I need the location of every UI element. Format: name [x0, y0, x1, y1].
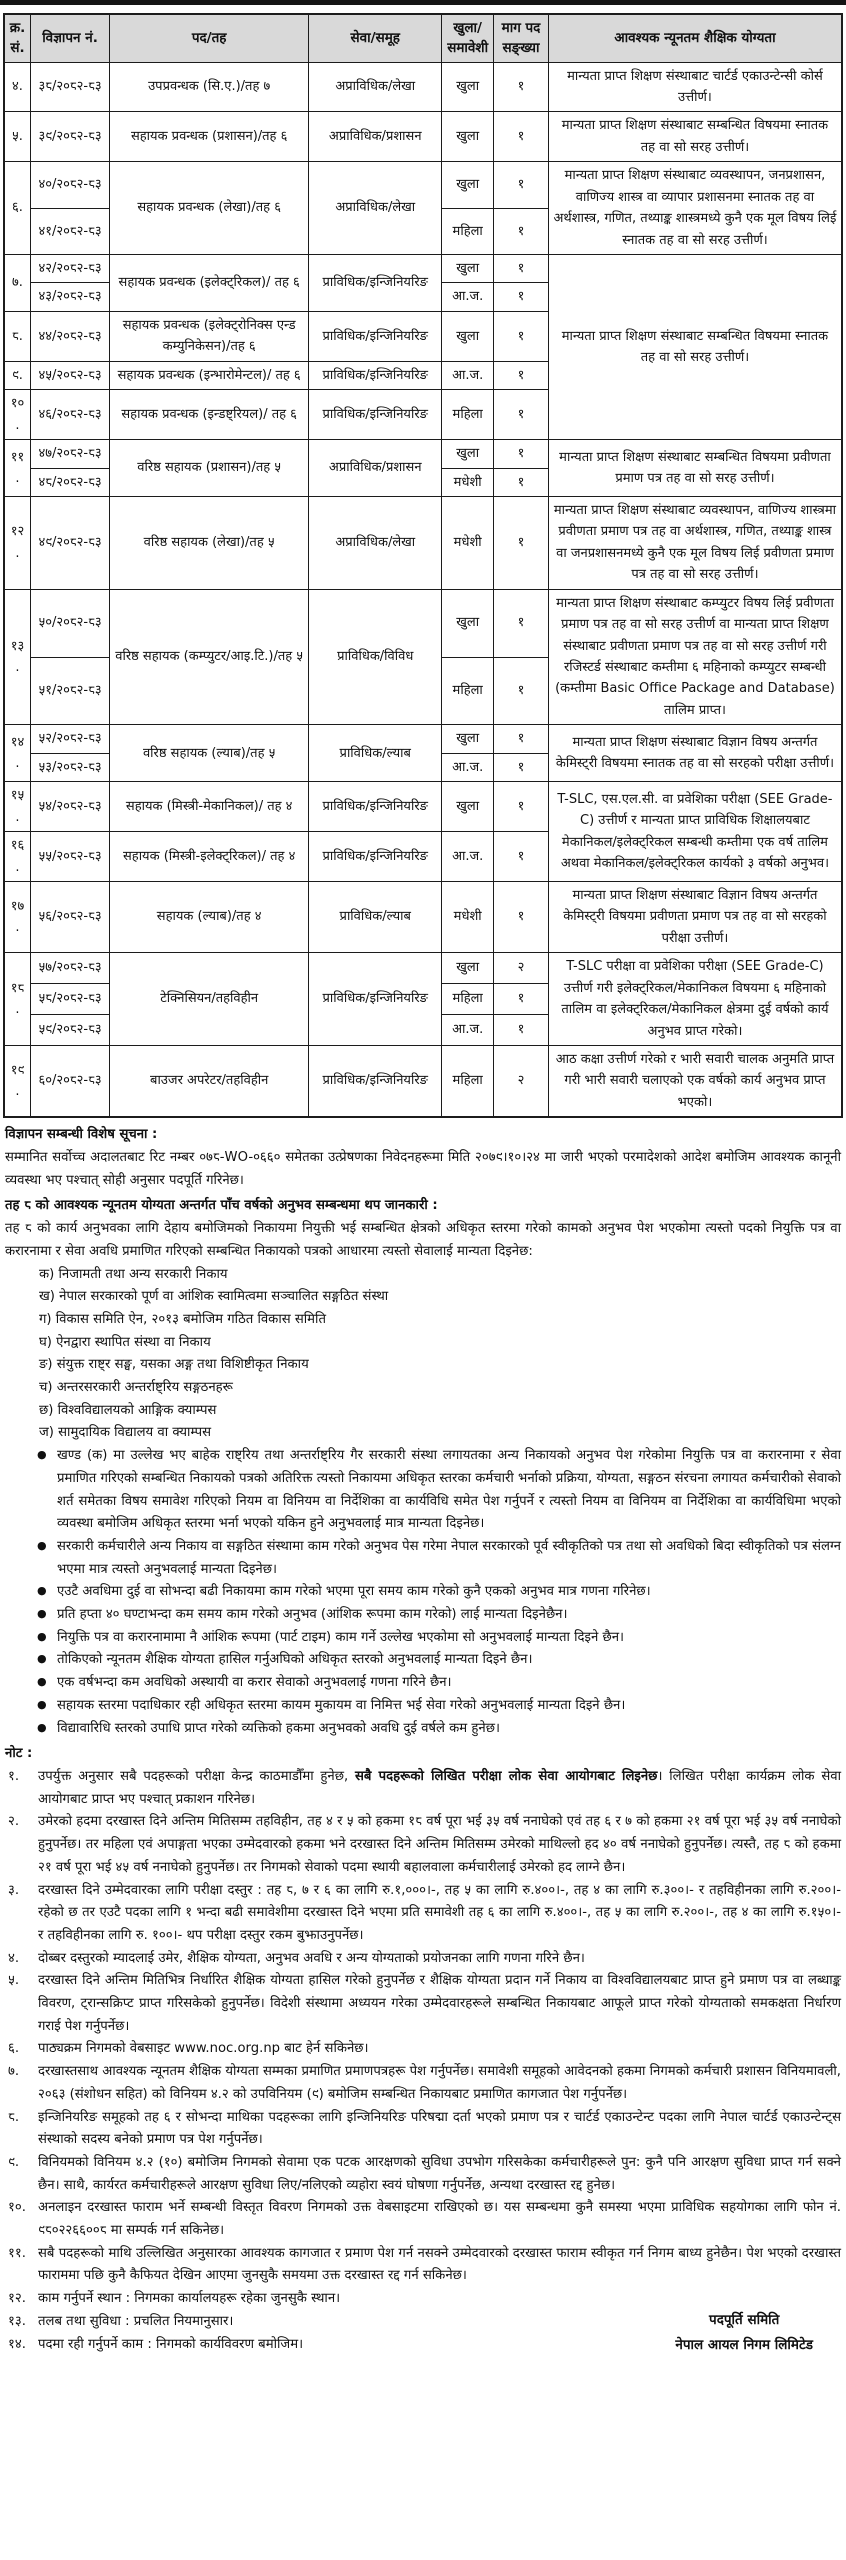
- cell-category: महिला: [442, 657, 494, 725]
- cell-post: सहायक प्रवन्धक (इन्डष्ट्रियल)/ तह ६: [110, 390, 309, 440]
- bullet-icon: ●: [37, 1448, 47, 1462]
- cell-qualification: मान्यता प्राप्त शिक्षण संस्थाबाट सम्बन्धित विषयमा प्रवीणता प्रमाण पत्र तह वा सो सरह उत्तीर्ण।: [548, 440, 842, 497]
- bullet-icon: ●: [37, 1697, 47, 1711]
- cell-serial: ८.: [4, 311, 30, 361]
- cell-serial: ५.: [4, 112, 30, 162]
- cell-advert-no: ५६/२०८२-८३: [30, 881, 109, 952]
- experience-info-section: [5, 1195, 841, 1740]
- cell-count: १: [494, 782, 549, 832]
- cell-count: १: [494, 162, 549, 208]
- cell-category: आ.ज.: [442, 832, 494, 882]
- note-number: ११.: [8, 2245, 26, 2261]
- signature-committee: पदपूर्ति समिति: [709, 2312, 780, 2329]
- note-number: १२.: [8, 2291, 26, 2307]
- note-number: १३.: [8, 2313, 26, 2329]
- note-text: काम गर्नुपर्ने स्थान : निगमका कार्यालयहरू रहेका जुनसुकै स्थान।: [38, 2291, 341, 2307]
- table-row: [4, 881, 842, 952]
- cell-category: खुला: [442, 255, 494, 283]
- note-text: पाठ्यक्रम निगमको वेबसाइट www.noc.org.np बाट हेर्न सकिनेछ।: [38, 2041, 369, 2057]
- table-row: [4, 255, 842, 283]
- cell-post: वरिष्ठ सहायक (लेखा)/तह ५: [110, 496, 309, 589]
- cell-category: महिला: [442, 208, 494, 254]
- cell-category: महिला: [442, 1046, 494, 1118]
- cell-advert-no: ४८/२०८२-८३: [30, 468, 109, 496]
- table-row: [4, 1046, 842, 1118]
- cell-qualification: मान्यता प्राप्त शिक्षण संस्थाबाट कम्प्युटर विषय लिई प्रवीणता प्रमाण पत्र तह वा सो सरह उत्तीर्ण वा मान्यता प्राप्त शिक्षण संस्थाबाट प्रवीणता प्रमाण पत्र तह वा सो सरह उत्तीर्ण गरी रजिस्टर्ड संस्थाबाट कम्तीमा ६ महिनाको कम्प्युटर सम्बन्धी (कम्तीमा Basic Office Package and Database) तालिम प्राप्त।: [548, 589, 842, 725]
- cell-service: प्राविधिक/इन्जिनियरिङ: [309, 361, 442, 389]
- cell-qualification: मान्यता प्राप्त शिक्षण संस्थाबाट व्यवस्थापन, वाणिज्य शास्त्रमा प्रवीणता प्रमाण पत्र तह वा अर्थशास्त्र, गणित, तथ्याङ्क शास्त्र वा जनप्रशासनमध्ये कुनै एक मूल विषय लिई प्रवीणता प्रमाण पत्र तह वा सो सरह उत्तीर्ण।: [548, 496, 842, 589]
- table-row: [4, 953, 842, 984]
- cell-advert-no: ५३/२०८२-८३: [30, 753, 109, 781]
- note-text: दरखास्त दिने उम्मेदवारका लागि परीक्षा दस्तुर : तह ८, ७ र ६ का लागि रु.१,०००।-, तह ५ का लागि रु.४००।-, तह ४ का लागि रु.३००।- र तहविहीनका लागि रु.२००।- रहेको छ तर एउटै पदका लागि १ भन्दा बढी समावेशीमा दरखास्त दिने भएमा प्रति समावेशी तह ६ का लागि रु.४००।-, तह ५ का लागि रु.२००।-, तह ४ का लागि रु.१५०।- र तहविहीनका लागि रु. १००।- थप परीक्षा दस्तुर रकम बुझाउनुपर्नेछ।: [38, 1882, 841, 1943]
- note-text: दरखास्त दिने अन्तिम मितिभित्र निर्धारित शैक्षिक योग्यता हासिल गरेको हुनुपर्नेछ र शैक्षिक योग्यता प्रदान गर्ने निकाय वा विश्वविद्यालयबाट प्राप्त हुने प्रमाण पत्र वा लब्धाङ्क विवरण, ट्रान्सक्रिप्ट प्राप्त गरिसकेको हुनुपर्नेछ। विदेशी संस्थामा अध्ययन गरेका उम्मेदवारहरूले सम्बन्धित निकायबाट आफूले प्राप्त गरेको योग्यताको समकक्षता निर्धारण गराई पेश गर्नुपर्नेछ।: [38, 1973, 841, 2034]
- special-notice-section: [5, 1124, 841, 1192]
- cell-count: १: [494, 496, 549, 589]
- note-item: [5, 1948, 841, 1971]
- bullet-item: ● एउटै अवधिमा दुई वा सोभन्दा बढी निकायमा काम गरेको भएमा पूरा समय काम गरेको कुनै एकको अनुभव मात्र गणना गरिनेछ।: [5, 1581, 841, 1604]
- cell-post: टेक्निसियन/तहविहीन: [110, 953, 309, 1046]
- agency-item: घ) ऐनद्वारा स्थापित संस्था वा निकाय: [39, 1334, 211, 1350]
- cell-advert-no: ४९/२०८२-८३: [30, 496, 109, 589]
- experience-info-heading: तह ८ को आवश्यक न्यूनतम योग्यता अन्तर्गत पाँच वर्षको अनुभव सम्बन्धमा थप जानकारी :: [5, 1198, 438, 1214]
- cell-advert-no: ४०/२०८२-८३: [30, 162, 109, 208]
- note-number: ६.: [8, 2041, 20, 2057]
- cell-service: प्राविधिक/विविध: [309, 589, 442, 725]
- cell-advert-no: ४६/२०८२-८३: [30, 390, 109, 440]
- table-row: [4, 62, 842, 112]
- cell-count: १: [494, 468, 549, 496]
- cell-post: सहायक (मिस्त्री-इलेक्ट्रिकल)/ तह ४: [110, 832, 309, 882]
- cell-count: १: [494, 283, 549, 311]
- note-text: इन्जिनियरिङ समूहको तह ६ र सोभन्दा माथिका पदहरूका लागि इन्जिनियरिङ परिषद्मा दर्ता भएको प्रमाण पत्र र चार्टर्ड एकाउन्टेन्ट पदका लागि नेपाल चार्टर्ड एकाउन्टेन्ट्स संस्थाको सदस्य बनेको प्रमाण पत्र पेश गर्नुपर्नेछ।: [38, 2109, 841, 2148]
- note-number: १४.: [8, 2336, 26, 2352]
- cell-advert-no: ४७/२०८२-८३: [30, 440, 109, 468]
- cell-serial: १२.: [4, 496, 30, 589]
- cell-advert-no: ५७/२०८२-८३: [30, 953, 109, 984]
- cell-category: खुला: [442, 62, 494, 112]
- cell-count: १: [494, 440, 549, 468]
- cell-service: प्राविधिक/इन्जिनियरिङ: [309, 953, 442, 1046]
- table-row: [4, 162, 842, 208]
- cell-serial: १३.: [4, 589, 30, 725]
- cell-serial: ६.: [4, 162, 30, 255]
- cell-count: १: [494, 1015, 549, 1046]
- note-item: [5, 2038, 841, 2061]
- bullet-item: ● एक वर्षभन्दा कम अवधिको अस्थायी वा करार सेवाको अनुभवलाई गणना गरिने छैन।: [5, 1672, 841, 1695]
- note-text: सबै पदहरूको माथि उल्लिखित अनुसारका आवश्यक कागजात र प्रमाण पेश गर्न नसक्ने उम्मेदवारको दरखास्त फाराम स्वीकृत गर्न निगम बाध्य हुनेछैन। पेश भएको दरखास्त फाराममा पछि कुनै कैफियत देखिन आएमा जुनसुकै समयमा उक्त दरखास्त रद्द गर्न सकिनेछ।: [38, 2245, 841, 2284]
- cell-count: १: [494, 657, 549, 725]
- bullet-icon: ●: [37, 1584, 47, 1598]
- note-item: [5, 2107, 841, 2152]
- cell-advert-no: ५१/२०८२-८३: [30, 657, 109, 725]
- cell-service: अप्राविधिक/लेखा: [309, 62, 442, 112]
- cell-category: आ.ज.: [442, 361, 494, 389]
- cell-post: उपप्रवन्धक (सि.ए.)/तह ७: [110, 62, 309, 112]
- cell-service: प्राविधिक/इन्जिनियरिङ: [309, 1046, 442, 1118]
- note-text: दोब्बर दस्तुरको म्यादलाई उमेर, शैक्षिक योग्यता, अनुभव अवधि र अन्य योग्यताको प्रयोजनका लागि गणना गरिने छैन।: [38, 1950, 585, 1966]
- cell-post: सहायक (मिस्त्री-मेकानिकल)/ तह ४: [110, 782, 309, 832]
- note-text: विनियमको विनियम ४.२ (१०) बमोजिम निगमको सेवामा एक पटक आरक्षणको सुविधा उपभोग गरिसकेका कर्मचारीहरूले पुन: कुनै पनि आरक्षण सुविधा प्राप्त गर्न सक्ने छैन। साथै, कार्यरत कर्मचारीहरूले आरक्षण सुविधा लिए/नलिएको व्यहोरा स्वयं घोषणा गर्नुपर्नेछ, अन्यथा दरखास्त रद्द हुनेछ।: [38, 2154, 841, 2193]
- cell-category: आ.ज.: [442, 1015, 494, 1046]
- cell-post: बाउजर अपरेटर/तहविहीन: [110, 1046, 309, 1118]
- note-item: [5, 1766, 841, 1811]
- special-notice-heading: विज्ञापन सम्बन्धी विशेष सूचना :: [5, 1127, 158, 1143]
- cell-post: सहायक प्रवन्धक (प्रशासन)/तह ६: [110, 112, 309, 162]
- cell-advert-no: ४२/२०८२-८३: [30, 255, 109, 283]
- note-number: ४.: [8, 1950, 20, 1966]
- note-number: ३.: [8, 1882, 20, 1898]
- cell-advert-no: ३९/२०८२-८३: [30, 112, 109, 162]
- cell-advert-no: ६०/२०८२-८३: [30, 1046, 109, 1118]
- cell-serial: ७.: [4, 255, 30, 312]
- note-item: [5, 2152, 841, 2197]
- cell-advert-no: ४३/२०८२-८३: [30, 283, 109, 311]
- cell-post: वरिष्ठ सहायक (कम्प्युटर/आइ.टि.)/तह ५: [110, 589, 309, 725]
- cell-serial: १८.: [4, 953, 30, 1046]
- cell-post: सहायक प्रवन्धक (इलेक्ट्रोनिक्स एन्ड कम्युनिकेसन)/तह ६: [110, 311, 309, 361]
- cell-count: १: [494, 208, 549, 254]
- table-row: [4, 589, 842, 657]
- notes-section: [5, 1743, 841, 2356]
- cell-qualification: मान्यता प्राप्त शिक्षण संस्थाबाट विज्ञान विषय अन्तर्गत केमिस्ट्री विषयमा प्रवीणता प्रमाण पत्र तह वा सो सरहको परीक्षा उत्तीर्ण।: [548, 881, 842, 952]
- cell-category: खुला: [442, 953, 494, 984]
- note-item: [5, 2197, 841, 2242]
- notes-heading: नोट :: [5, 1746, 33, 1762]
- cell-category: मधेशी: [442, 496, 494, 589]
- cell-serial: ११.: [4, 440, 30, 497]
- bullet-item: ● खण्ड (क) मा उल्लेख भए बाहेक राष्ट्रिय तथा अन्तर्राष्ट्रिय गैर सरकारी संस्था लगायतका अन्य निकायको अनुभव पेश गरेकोमा नियुक्ति पत्र वा करारनामा र सेवा प्रमाणित गरिएको सम्बन्धित निकायको पत्रको अतिरिक्त त्यस्तो निकायमा अधिकृत स्तरका कर्मचारी भर्नाको प्रक्रिया, योग्यता, सङ्गठन संरचना लगायत कर्मचारीको सेवाको शर्त समेतका विषय समावेश गरिएको नियम वा विनियम वा निर्देशिका वा कार्यविधि समेत पेश गर्नुपर्ने र त्यस्तो नियम वा विनियम वा निर्देशिका वा कार्यविधिमा भएको व्यवस्था बमोजिम अधिकृत स्तरमा भर्ना भएको यकिन हुने अनुभवलाई मात्र मान्यता दिइनेछ।: [5, 1445, 841, 1536]
- cell-service: प्राविधिक/इन्जिनियरिङ: [309, 390, 442, 440]
- bullet-item: ● नियुक्ति पत्र वा करारनामामा नै आंशिक रूपमा (पार्ट टाइम) काम गर्ने उल्लेख भएकोमा सो अनुभवलाई मान्यता दिइने छैन।: [5, 1627, 841, 1650]
- cell-service: प्राविधिक/ल्याब: [309, 881, 442, 952]
- cell-count: १: [494, 832, 549, 882]
- cell-count: १: [494, 725, 549, 753]
- bullet-item: ● सरकारी कर्मचारीले अन्य निकाय वा सङ्गठित संस्थामा काम गरेको अनुभव पेस गरेमा नेपाल सरकारको पूर्व स्वीकृतिको पत्र तथा सो अवधिको बिदा स्वीकृतिको पत्र संलग्न भएमा मात्र त्यस्तो अनुभवलाई मान्यता दिइनेछ।: [5, 1536, 841, 1581]
- cell-count: २: [494, 953, 549, 984]
- cell-service: प्राविधिक/इन्जिनियरिङ: [309, 255, 442, 312]
- cell-service: अप्राविधिक/लेखा: [309, 496, 442, 589]
- cell-qualification: मान्यता प्राप्त शिक्षण संस्थाबाट व्यवस्थापन, जनप्रशासन, वाणिज्य शास्त्र वा व्यापार प्रशासनमा स्नातक तह वा अर्थशास्त्र, गणित, तथ्याङ्क शास्त्रमध्ये कुनै एक मूल विषय लिई स्नातक तह वा सो सरह उत्तीर्ण।: [548, 162, 842, 255]
- cell-serial: १६.: [4, 832, 30, 882]
- cell-qualification: मान्यता प्राप्त शिक्षण संस्थाबाट सम्बन्धित विषयमा स्नातक तह वा सो सरह उत्तीर्ण।: [548, 255, 842, 440]
- cell-qualification: मान्यता प्राप्त शिक्षण संस्थाबाट सम्बन्धित विषयमा स्नातक तह वा सो सरह उत्तीर्ण।: [548, 112, 842, 162]
- cell-serial: १७.: [4, 881, 30, 952]
- top-border-bar: [0, 0, 846, 5]
- note-number: ८.: [8, 2109, 20, 2125]
- cell-post: सहायक प्रवन्धक (इलेक्ट्रिकल)/ तह ६: [110, 255, 309, 312]
- bullet-item: ● प्रति हप्ता ४० घण्टाभन्दा कम समय काम गरेको अनुभव (आंशिक रूपमा काम गरेको) लाई मान्यता दिइनेछैन।: [5, 1604, 841, 1627]
- note-text: पदमा रही गर्नुपर्ने काम : निगमको कार्यविवरण बमोजिम।: [38, 2336, 304, 2352]
- cell-advert-no: ५८/२०८२-८३: [30, 984, 109, 1015]
- bullet-item: ● तोकिएको न्यूनतम शैक्षिक योग्यता हासिल गर्नुअघिको अधिकृत स्तरको अनुभवलाई मान्यता दिइने छैन।: [5, 1649, 841, 1672]
- note-text: उपर्युक्त अनुसार सबै पदहरूको परीक्षा केन्द्र काठमाडौँमा हुनेछ, सबै पदहरूको लिखित परीक्षा लोक सेवा आयोगबाट लिइनेछ। लिखित परीक्षा कार्यक्रम लोक सेवा आयोगबाट प्राप्त भए पश्चात् प्रकाशन गरिनेछ।: [38, 1769, 842, 1807]
- cell-advert-no: ५४/२०८२-८३: [30, 782, 109, 832]
- cell-service: प्राविधिक/इन्जिनियरिङ: [309, 832, 442, 882]
- cell-count: १: [494, 255, 549, 283]
- cell-qualification: T-SLC परीक्षा वा प्रवेशिका परीक्षा (SEE Grade-C) उत्तीर्ण गरी इलेक्ट्रिकल/मेकानिकल विषयमा ६ महिनाको तालिम वा इलेक्ट्रिकल/मेकानिकल क्षेत्रमा दुई वर्षको कार्य अनुभव प्राप्त गरेको।: [548, 953, 842, 1046]
- header-advert-no: विज्ञापन नं.: [30, 14, 109, 62]
- cell-post: सहायक प्रवन्धक (लेखा)/तह ६: [110, 162, 309, 255]
- cell-service: अप्राविधिक/प्रशासन: [309, 112, 442, 162]
- table-row: [4, 496, 842, 589]
- cell-service: अप्राविधिक/प्रशासन: [309, 440, 442, 497]
- cell-advert-no: ५९/२०८२-८३: [30, 1015, 109, 1046]
- cell-category: महिला: [442, 390, 494, 440]
- note-number: ९.: [8, 2154, 20, 2170]
- cell-qualification: T-SLC, एस.एल.सी. वा प्रवेशिका परीक्षा (SEE Grade-C) उत्तीर्ण र मान्यता प्राप्त प्राविधिक शिक्षालयबाट मेकानिकल/इलेक्ट्रिकल सम्बन्धी कम्तीमा एक वर्ष तालिम अथवा मेकानिकल/इलेक्ट्रिकल कार्यको ३ वर्षको अनुभव।: [548, 782, 842, 882]
- cell-count: १: [494, 390, 549, 440]
- header-serial: क्र. सं.: [4, 14, 30, 62]
- cell-count: १: [494, 361, 549, 389]
- cell-category: आ.ज.: [442, 753, 494, 781]
- bullet-icon: ●: [37, 1629, 47, 1643]
- cell-post: सहायक (ल्याब)/तह ४: [110, 881, 309, 952]
- cell-category: मधेशी: [442, 468, 494, 496]
- bullet-item: ● विद्यावारिधि स्तरको उपाधि प्राप्त गरेको व्यक्तिको हकमा अनुभवको अवधि दुई वर्षले कम हुनेछ।: [5, 1718, 841, 1741]
- cell-advert-no: ३८/२०८२-८३: [30, 62, 109, 112]
- note-text: उमेरको हदमा दरखास्त दिने अन्तिम मितिसम्म तहविहीन, तह ४ र ५ को हकमा १८ वर्ष पूरा भई ३५ वर्ष ननाघेको एवं तह ६ र ७ को हकमा २१ वर्ष पूरा भई ३५ वर्ष ननाघेको हुनुपर्नेछ। तर महिला एवं अपाङ्गता भएका उम्मेदवारको हकमा भने दरखास्त दिने अन्तिम मितिसम्म उमेरको माथिल्लो हद ४० वर्ष ननाघेको हुनुपर्नेछ। त्यस्तै, तह ८ को हकमा २१ वर्ष पूरा भई ४५ वर्ष ननाघेको हुनुपर्नेछ। तर निगमको सेवाको पदमा स्थायी बहालवाला कर्मचारीलाई उमेरको हद लाग्ने छैन।: [38, 1814, 841, 1875]
- agency-item: ङ) संयुक्त राष्ट्र सङ्घ, यसका अङ्ग तथा विशिष्टीकृत निकाय: [39, 1357, 309, 1373]
- cell-category: खुला: [442, 440, 494, 468]
- cell-advert-no: ५५/२०८२-८३: [30, 832, 109, 882]
- cell-post: वरिष्ठ सहायक (प्रशासन)/तह ५: [110, 440, 309, 497]
- cell-serial: १९.: [4, 1046, 30, 1118]
- cell-service: प्राविधिक/इन्जिनियरिङ: [309, 782, 442, 832]
- table-row: [4, 725, 842, 753]
- agency-item: क) निजामती तथा अन्य सरकारी निकाय: [39, 1266, 228, 1282]
- cell-qualification: मान्यता प्राप्त शिक्षण संस्थाबाट चार्टर्ड एकाउन्टेन्सी कोर्स उत्तीर्ण।: [548, 62, 842, 112]
- cell-category: महिला: [442, 984, 494, 1015]
- note-number: १.: [8, 1769, 20, 1784]
- experience-info-intro: तह ८ को कार्य अनुभवका लागि देहाय बमोजिमको निकायमा नियुक्ती भई सम्बन्धित क्षेत्रको अधिकृत स्तरमा गरेको कामको अनुभव पेश भएकोमा त्यस्तो पदको नियुक्ति पत्र वा करारनामा र सेवा अवधि प्रमाणित गरिएको सम्बन्धित निकायको पत्रको आधारमा त्यस्तो सेवालाई मान्यता दिइनेछ:: [5, 1221, 841, 1259]
- cell-category: मधेशी: [442, 881, 494, 952]
- note-item: [5, 1970, 841, 2038]
- cell-post: सहायक प्रवन्धक (इन्भारोमेन्टल)/ तह ६: [110, 361, 309, 389]
- cell-serial: १४.: [4, 725, 30, 782]
- bullet-icon: ●: [37, 1607, 47, 1621]
- header-service-group: सेवा/समूह: [309, 14, 442, 62]
- cell-count: २: [494, 1046, 549, 1118]
- note-number: ५.: [8, 1973, 20, 1989]
- note-item: [5, 1880, 841, 1948]
- bullet-item: ● सहायक स्तरमा पदाधिकार रही अधिकृत स्तरमा कायम मुकायम वा निमित्त भई सेवा गरेको अनुभवलाई मान्यता दिइने छैन।: [5, 1695, 841, 1718]
- cell-count: १: [494, 881, 549, 952]
- cell-count: १: [494, 311, 549, 361]
- cell-advert-no: ४१/२०८२-८३: [30, 208, 109, 254]
- cell-count: १: [494, 753, 549, 781]
- note-text: दरखास्तसाथ आवश्यक न्यूनतम शैक्षिक योग्यता सम्मका प्रमाणित प्रमाणपत्रहरू पेश गर्नुपर्नेछ। समावेशी समूहको आवेदनको हकमा निगमको कर्मचारी प्रशासन विनियमावली, २०६३ (संशोधन सहित) को विनियम ४.२ को उपविनियम (९) बमोजिम सम्बन्धित निकायबाट प्रमाणित कागजात पेश गर्नुपर्नेछ।: [38, 2064, 841, 2102]
- note-number: २.: [8, 1814, 20, 1830]
- cell-advert-no: ४५/२०८२-८३: [30, 361, 109, 389]
- cell-category: खुला: [442, 112, 494, 162]
- bullet-icon: ●: [37, 1538, 47, 1552]
- table-row: [4, 440, 842, 468]
- note-number: ७.: [8, 2064, 20, 2080]
- cell-category: खुला: [442, 725, 494, 753]
- cell-count: १: [494, 62, 549, 112]
- cell-count: १: [494, 112, 549, 162]
- note-text: तलब तथा सुविधा : प्रचलित नियमानुसार।: [38, 2313, 234, 2329]
- cell-category: आ.ज.: [442, 283, 494, 311]
- agency-item: ग) विकास समिति ऐन, २०१३ बमोजिम गठित विकास समिति: [39, 1311, 326, 1327]
- cell-qualification: आठ कक्षा उत्तीर्ण गरेको र भारी सवारी चालक अनुमति प्राप्त गरी भारी सवारी चलाएको एक वर्षको कार्य अनुभव प्राप्त भएको।: [548, 1046, 842, 1118]
- cell-post: वरिष्ठ सहायक (ल्याब)/तह ५: [110, 725, 309, 782]
- special-notice-body: सम्मानित सर्वोच्च अदालतबाट रिट नम्बर ०७८-WO-०६६० समेतका उत्प्रेषणका निवेदनहरूमा मिति २०७९।१०।२४ मा जारी भएको परमादेशको आदेश बमोजिम आवश्यक कानूनी व्यवस्था भए पश्चात् सोही अनुसार पदपूर्ति गरिनेछ।: [5, 1150, 841, 1188]
- header-vacancy-count: माग पद सङ्ख्या: [494, 14, 549, 62]
- cell-category: खुला: [442, 782, 494, 832]
- cell-serial: १०.: [4, 390, 30, 440]
- note-item: [5, 2061, 841, 2106]
- cell-service: प्राविधिक/ल्याब: [309, 725, 442, 782]
- header-post-level: पद/तह: [110, 14, 309, 62]
- bullet-icon: ●: [37, 1675, 47, 1689]
- cell-serial: ४.: [4, 62, 30, 112]
- cell-service: प्राविधिक/इन्जिनियरिङ: [309, 311, 442, 361]
- cell-qualification: मान्यता प्राप्त शिक्षण संस्थाबाट विज्ञान विषय अन्तर्गत केमिस्ट्री विषयमा स्नातक तह वा सो सरहको परीक्षा उत्तीर्ण।: [548, 725, 842, 782]
- agency-item: च) अन्तरसरकारी अन्तर्राष्ट्रिय सङ्गठनहरू: [39, 1380, 233, 1396]
- cell-advert-no: ५२/२०८२-८३: [30, 725, 109, 753]
- cell-category: खुला: [442, 162, 494, 208]
- bullet-icon: ●: [37, 1720, 47, 1734]
- cell-serial: १५.: [4, 782, 30, 832]
- table-row: [4, 782, 842, 832]
- agency-item: छ) विश्वविद्यालयको आङ्गिक क्याम्पस: [39, 1402, 217, 1418]
- vacancy-table: [3, 13, 843, 1118]
- cell-serial: ९.: [4, 361, 30, 389]
- table-header-row: [4, 14, 842, 62]
- cell-count: १: [494, 589, 549, 657]
- agency-item: ख) नेपाल सरकारको पूर्ण वा आंशिक स्वामित्वमा सञ्चालित सङ्गठित संस्था: [39, 1289, 389, 1305]
- cell-category: खुला: [442, 311, 494, 361]
- cell-advert-no: ५०/२०८२-८३: [30, 589, 109, 657]
- table-row: [4, 112, 842, 162]
- agency-item: ज) सामुदायिक विद्यालय वा क्याम्पस: [39, 1425, 212, 1441]
- signature-organization: नेपाल आयल निगम लिमिटेड: [675, 2336, 813, 2353]
- cell-count: १: [494, 984, 549, 1015]
- note-item: [5, 1811, 841, 1879]
- note-item: [5, 2243, 841, 2288]
- header-open-inclusive: खुला/ समावेशी: [442, 14, 494, 62]
- cell-category: खुला: [442, 589, 494, 657]
- cell-service: अप्राविधिक/लेखा: [309, 162, 442, 255]
- header-qualification: आवश्यक न्यूनतम शैक्षिक योग्यता: [548, 14, 842, 62]
- bullet-icon: ●: [37, 1652, 47, 1666]
- cell-advert-no: ४४/२०८२-८३: [30, 311, 109, 361]
- note-number: १०.: [8, 2200, 26, 2216]
- note-text: अनलाइन दरखास्त फाराम भर्ने सम्बन्धी विस्तृत विवरण निगमको उक्त वेबसाइटमा राखिएको छ। यस सम्बन्धमा कुनै समस्या भएमा प्राविधिक सहयोगका लागि फोन नं. ९८०२२६६००८ मा सम्पर्क गर्न सकिनेछ।: [38, 2200, 841, 2239]
